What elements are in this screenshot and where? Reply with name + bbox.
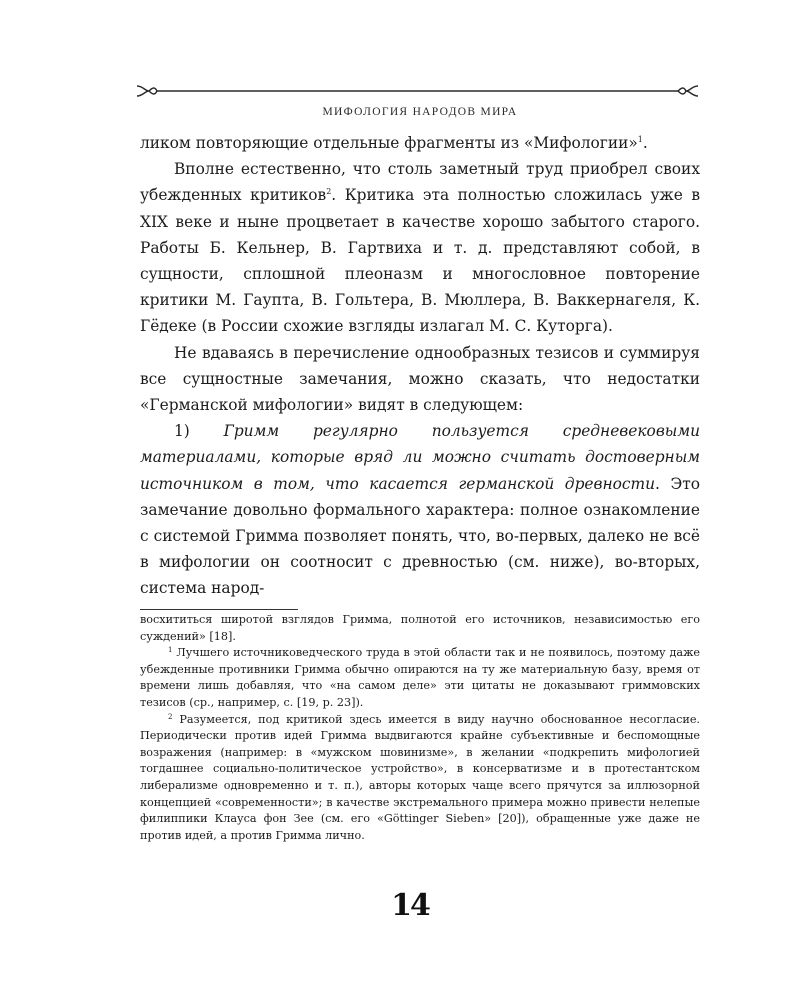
- paragraph-1-end: .: [642, 134, 648, 152]
- page-number: 14: [391, 888, 429, 923]
- paragraph-3: Не вдаваясь в перечисление однообразных тезисов и суммируя все сущностные замечания, можно сказать, что недостатки «Германской мифологии» видят в следующем:: [140, 343, 700, 415]
- paragraph-4-italic-thesis: Гримм регулярно пользуется средневековыми материалами, которые вряд ли можно считать достоверным источником в том, что касается германской древности: [140, 422, 700, 493]
- footnote-1-text: Лучшего источниковедческого труда в этой области так и не появилось, поэтому даже убежденные противники Гримма обычно опираются на ту же материальную базу, время от времени лишь добавляя, что «на самом деле» эти цитаты не доказывают гриммовских тезисов (ср., например, с. [19, р. 23]).: [140, 646, 700, 709]
- paragraph-2-end: . Критика эта полностью сложилась уже в XIX веке и ныне процветает в качестве хорошо забытого старого. Работы Б. Кельнер, В. Гартвиха и т. д. представляют собой, в сущности, сплошной плеоназм и многословное повторение критики М. Гаупта, В. Гольтера, В. Мюллера, В. Ваккернагеля, К. Гёдеке (в России схожие взгляды излагал М. С. Куторга).: [140, 186, 700, 336]
- header-ornament-rule: [135, 83, 700, 99]
- footnote-1-marker: 1: [168, 646, 173, 655]
- paragraph-1: [140, 130, 700, 156]
- footnote-1: [140, 645, 700, 711]
- list-number-1: 1): [174, 422, 190, 441]
- main-text-block: [140, 130, 700, 602]
- footnote-ref-1[interactable]: 1: [637, 135, 643, 144]
- footnote-separator: [140, 609, 298, 610]
- footnote-2-text: Разумеется, под критикой здесь имеется в виду научно обоснованное несогласие. Периодически против идей Гримма выдвигаются крайне субъективные и беспомощные возражения (например: в «мужском шовинизме», в желании «подкрепить мифологией тогдашнее социально-политическое устройство», в консерватизме и в протестантском либерализме одновременно и т. п.), авторы которых чаще всего прячутся за иллюзорной концепцией «современности»; в качестве экстремального примера можно привести нелепые филиппики Клауса фон Зее (см. его «Göttinger Sieben» [20]), обращенные уже даже не против идей, а против Гримма лично.: [140, 712, 700, 842]
- footnotes-block: [140, 612, 700, 844]
- footnote-ref-2[interactable]: 2: [326, 187, 332, 197]
- paragraph-2-text: Вполне естественно, что столь заметный труд приобрел своих убежденных критиков: [140, 160, 700, 205]
- footnote-2: [140, 712, 700, 845]
- paragraph-4-text: . Это замечание довольно формального характера: полное ознакомление с системой Гримма позволяет понять, что, во-первых, далеко не всё в мифологии он соотносит с древностью (см. ниже), во-вторых, система народ-: [140, 474, 700, 598]
- footnote-continuation: восхититься широтой взглядов Гримма, полнотой его источников, независимостью его суждений» [18].: [140, 613, 700, 643]
- paragraph-1-text: ликом повторяющие отдельные фрагменты из «Мифологии»: [140, 134, 638, 152]
- paragraph-2: [140, 156, 700, 339]
- footnote-2-marker: 2: [168, 712, 173, 721]
- paragraph-4: [140, 418, 700, 601]
- running-head-title: МИФОЛОГИЯ НАРОДОВ МИРА: [322, 106, 518, 118]
